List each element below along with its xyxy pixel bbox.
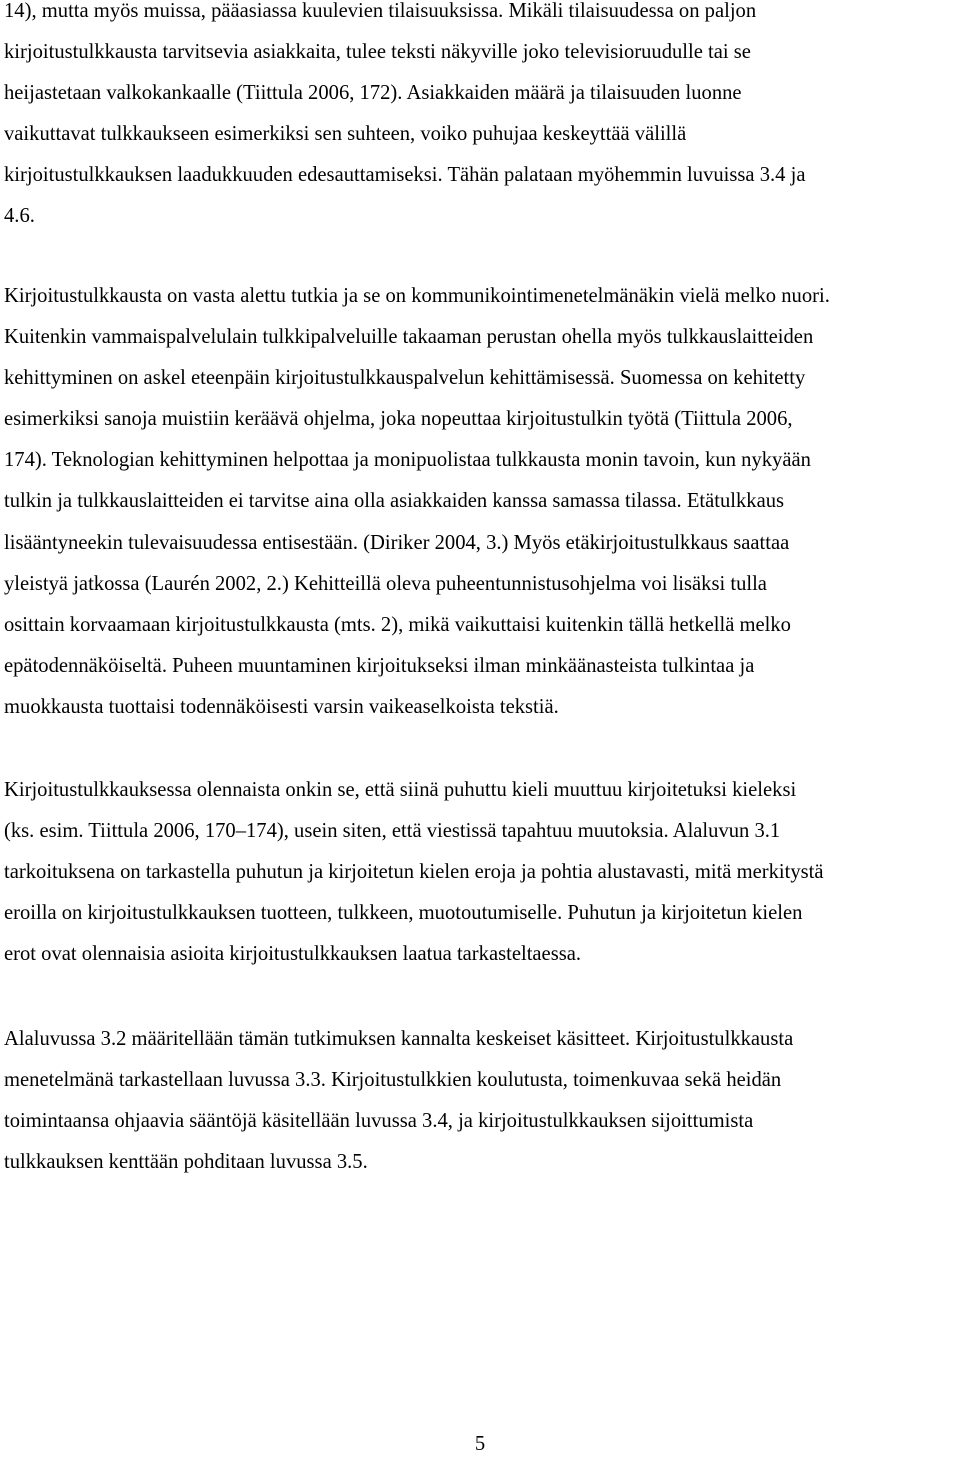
text-line: kehittyminen on askel eteenpäin kirjoitustulkkauspalvelun kehittämisessä. Suomessa on kehitetty — [4, 367, 806, 390]
text-line: yleistyä jatkossa (Laurén 2002, 2.) Kehitteillä oleva puheentunnistusohjelma voi lisäksi tulla — [4, 572, 767, 595]
text-line: tarkoituksena on tarkastella puhutun ja kirjoitetun kielen eroja ja pohtia alustavasti, mitä merkitystä — [4, 861, 824, 884]
text-line: Kuitenkin vammaispalvelulain tulkkipalveluille takaaman perustan ohella myös tulkkauslaitteiden — [4, 326, 814, 349]
text-line: kirjoitustulkkausta tarvitsevia asiakkaita, tulee teksti näkyville joko televisioruudulle tai se — [4, 41, 751, 64]
text-line: kirjoitustulkkauksen laadukkuuden edesauttamiseksi. Tähän palataan myöhemmin luvuissa 3.4 ja — [4, 164, 806, 187]
text-line: Alaluvussa 3.2 määritellään tämän tutkimuksen kannalta keskeiset käsitteet. Kirjoitustulkkausta — [4, 1028, 794, 1050]
text-line: muokkausta tuottaisi todennäköisesti varsin vaikeaselkoista tekstiä. — [4, 695, 559, 718]
text-line: tulkkauksen kenttään pohditaan luvussa 3.5. — [4, 1151, 368, 1174]
paragraph-2 — [4, 276, 956, 728]
text-line: osittain korvaamaan kirjoitustulkkausta (mts. 2), mikä vaikuttaisi kuitenkin tällä hetkellä melko — [4, 613, 791, 636]
text-line: epätodennäköiseltä. Puheen muuntaminen kirjoitukseksi ilman minkäänasteista tulkintaa ja — [4, 654, 755, 677]
text-line: erot ovat olennaisia asioita kirjoitustulkkauksen laatua tarkasteltaessa. — [4, 943, 582, 966]
paragraph-1 — [4, 0, 956, 238]
text-line: heijastetaan valkokankaalle (Tiittula 2006, 172). Asiakkaiden määrä ja tilaisuuden luonne — [4, 82, 742, 105]
paragraph-3 — [4, 770, 956, 975]
page-number: 5 — [474, 1433, 486, 1455]
text-line: 4.6. — [4, 205, 35, 228]
text-line: 174). Teknologian kehittyminen helpottaa ja monipuolistaa tulkkausta monin tavoin, kun nykyään — [4, 449, 811, 472]
text-line: 14), mutta myös muissa, pääasiassa kuulevien tilaisuuksissa. Mikäli tilaisuudessa on paljon — [4, 0, 757, 22]
text-line: tulkin ja tulkkauslaitteiden ei tarvitse aina olla asiakkaiden kanssa samassa tilassa. Etätulkkaus — [4, 490, 785, 513]
text-line: vaikuttavat tulkkaukseen esimerkiksi sen suhteen, voiko puhujaa keskeyttää välillä — [4, 123, 687, 146]
text-line: menetelmänä tarkastellaan luvussa 3.3. Kirjoitustulkkien koulutusta, toimenkuvaa sekä heidän — [4, 1069, 782, 1092]
text-line: esimerkiksi sanoja muistiin keräävä ohjelma, joka nopeuttaa kirjoitustulkin työtä (Tiittula 2006, — [4, 408, 793, 431]
text-line: Kirjoitustulkkauksessa olennaista onkin se, että siinä puhuttu kieli muuttuu kirjoitetuksi kieleksi — [4, 779, 797, 801]
text-line: toimintaansa ohjaavia sääntöjä käsitellään luvussa 3.4, ja kirjoitustulkkauksen sijoittumista — [4, 1110, 754, 1133]
text-line: eroilla on kirjoitustulkkauksen tuotteen, tulkkeen, muotoutumiselle. Puhutun ja kirjoitetun kielen — [4, 902, 803, 925]
text-line: Kirjoitustulkkausta on vasta alettu tutkia ja se on kommunikointimenetelmänäkin vielä melko nuori. — [4, 285, 830, 307]
text-line: (ks. esim. Tiittula 2006, 170–174), usein siten, että viestissä tapahtuu muutoksia. Alaluvun 3.1 — [4, 820, 781, 843]
paragraph-4 — [4, 1019, 956, 1183]
text-line: lisääntyneekin tulevaisuudessa entisestään. (Diriker 2004, 3.) Myös etäkirjoitustulkkaus saattaa — [4, 531, 790, 554]
